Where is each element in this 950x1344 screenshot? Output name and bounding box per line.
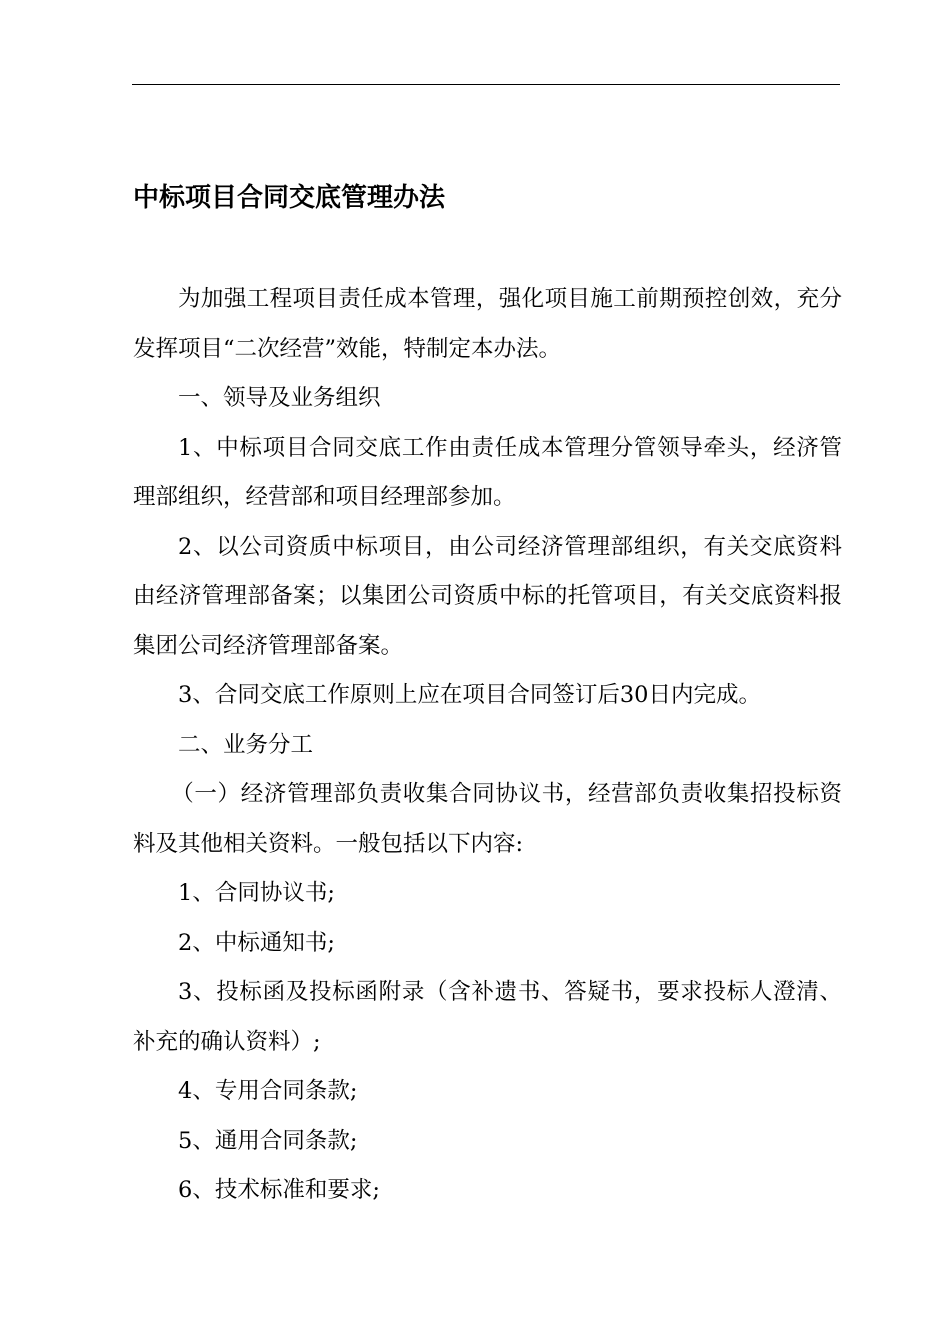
paragraph-purpose: 为加强工程项目责任成本管理，强化项目施工前期预控创效，充分发挥项目“二次经营”效能，特制定本办法。 (133, 286, 842, 362)
paragraph-item: 3、合同交底工作原则上应在项目合同签订后30日内完成。 (178, 682, 761, 708)
document-body (133, 275, 842, 1216)
list-item: 5、通用合同条款; (178, 1127, 358, 1154)
header-rule (132, 84, 840, 85)
list-item: 6、技术标准和要求; (178, 1177, 380, 1203)
paragraph-subsection: （一）经济管理部负责收集合同协议书，经营部负责收集招投标资料及其他相关资料。一般包括以下内容: (133, 781, 842, 857)
list-item: 1、合同协议书; (178, 880, 335, 906)
list-item: 2、中标通知书; (178, 929, 335, 956)
section-heading-division: 二、业务分工 (178, 731, 314, 758)
document-title: 中标项目合同交底管理办法 (133, 183, 446, 213)
paragraph-item: 2、以公司资质中标项目，由公司经济管理部组织，有关交底资料由经济管理部备案；以集团公司资质中标的托管项目，有关交底资料报集团公司经济管理部备案。 (133, 533, 842, 659)
list-item: 4、专用合同条款; (178, 1078, 358, 1104)
list-item: 3、投标函及投标函附录（含补遗书、答疑书，要求投标人澄清、补充的确认资料）; (133, 979, 842, 1055)
paragraph-item: 1、中标项目合同交底工作由责任成本管理分管领导牵头，经济管理部组织，经营部和项目经理部参加。 (133, 434, 842, 510)
section-heading-leadership: 一、领导及业务组织 (178, 385, 381, 411)
